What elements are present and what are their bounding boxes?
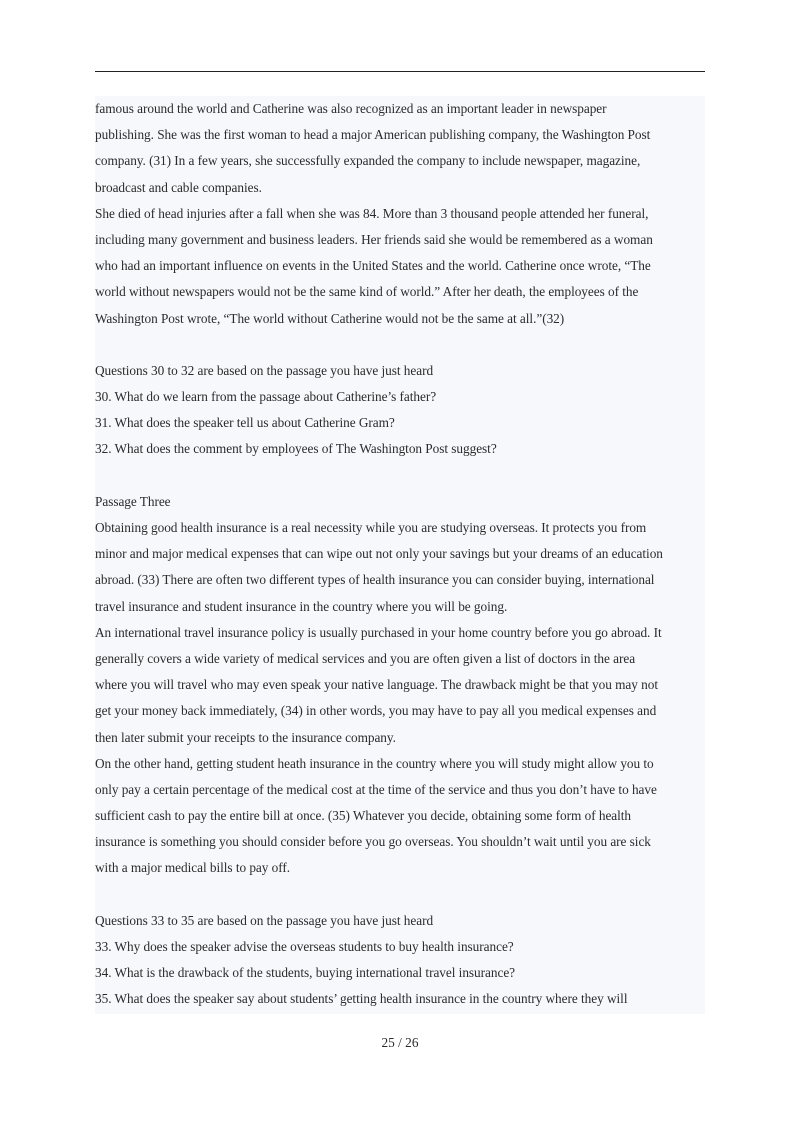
text-line: On the other hand, getting student heath insurance in the country where you will study might allow you to	[95, 755, 654, 771]
text-line: where you will travel who may even speak your native language. The drawback might be that you may not	[95, 677, 658, 693]
text-line: including many government and business leaders. Her friends said she would be remembered as a woman	[95, 231, 653, 247]
text-line: abroad. (33) There are often two different types of health insurance you can consider buying, international	[95, 572, 655, 588]
text-line: Obtaining good health insurance is a real necessity while you are studying overseas. It protects you from	[95, 520, 647, 535]
text-line: insurance is something you should consider before you go overseas. You shouldn’t wait until you are sick	[95, 834, 651, 850]
text-line: company. (31) In a few years, she successfully expanded the company to include newspaper, magazine,	[95, 153, 641, 169]
text-line: sufficient cash to pay the entire bill at once. (35) Whatever you decide, obtaining some form of health	[95, 808, 632, 824]
text-line: Washington Post wrote, “The world without Catherine would not be the same at all.”(32)	[95, 310, 565, 326]
text-line: She died of head injuries after a fall when she was 84. More than 3 thousand people attended her funeral,	[95, 205, 649, 221]
text-line: get your money back immediately, (34) in other words, you may have to pay all you medical expenses and	[95, 703, 657, 719]
text-line: only pay a certain percentage of the medical cost at the time of the service and thus you don’t have to have	[95, 781, 657, 797]
text-line: who had an important influence on events in the United States and the world. Catherine once wrote, “The	[95, 258, 651, 274]
blank-line	[95, 882, 705, 908]
page-number: 25 / 26	[381, 1035, 419, 1050]
text-line: publishing. She was the first woman to head a major American publishing company, the Washington Post	[95, 127, 651, 143]
question-item: 30. What do we learn from the passage about Catherine’s father?	[95, 389, 437, 405]
question-item: 32. What does the comment by employees of The Washington Post suggest?	[95, 441, 497, 457]
question-item: 33. Why does the speaker advise the overseas students to buy health insurance?	[95, 939, 514, 954]
question-heading: Questions 33 to 35 are based on the passage you have just heard	[95, 912, 434, 928]
text-line: then later submit your receipts to the insurance company.	[95, 729, 396, 745]
document-body	[95, 96, 705, 1014]
passage-title: Passage Three	[95, 493, 171, 509]
text-line: with a major medical bills to pay off.	[95, 860, 291, 876]
header-rule	[95, 71, 705, 72]
question-item: 35. What does the speaker say about students’ getting health insurance in the country where they will	[95, 991, 628, 1007]
question-item: 31. What does the speaker tell us about Catherine Gram?	[95, 415, 395, 431]
text-line: famous around the world and Catherine was also recognized as an important leader in newspaper	[95, 101, 607, 116]
question-item: 34. What is the drawback of the students, buying international travel insurance?	[95, 965, 516, 981]
text-line: world without newspapers would not be the same kind of world.” After her death, the employees of the	[95, 284, 639, 300]
text-line: broadcast and cable companies.	[95, 179, 262, 195]
text-line: travel insurance and student insurance in the country where you will be going.	[95, 598, 508, 614]
blank-line	[95, 332, 705, 358]
text-line: An international travel insurance policy is usually purchased in your home country before you go abroad. It	[95, 624, 662, 640]
text-line: minor and major medical expenses that can wipe out not only your savings but your dreams of an education	[95, 546, 663, 562]
question-heading: Questions 30 to 32 are based on the passage you have just heard	[95, 362, 434, 378]
blank-line	[95, 463, 705, 489]
text-line: generally covers a wide variety of medical services and you are often given a list of doctors in the area	[95, 650, 636, 666]
